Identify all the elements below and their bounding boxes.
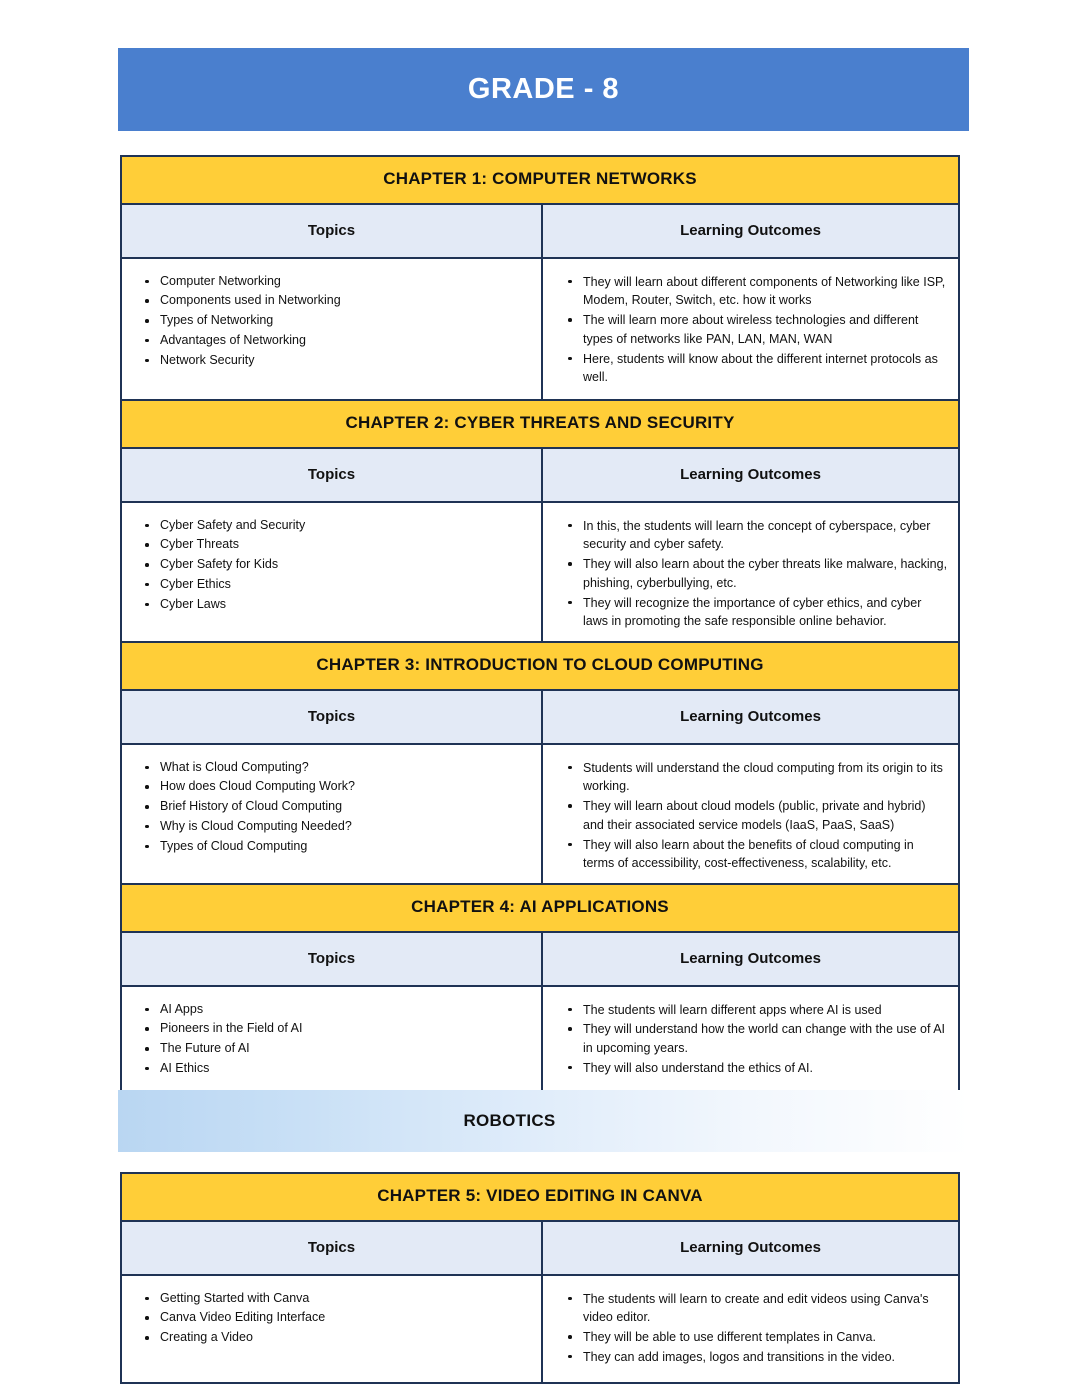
- list-item: Cyber Threats: [158, 536, 531, 554]
- outcomes-list-5: [549, 1290, 948, 1367]
- chapter-table-2: [120, 399, 960, 648]
- outcomes-list-4: [549, 1001, 948, 1078]
- chapter-title-5: CHAPTER 5: VIDEO EDITING IN CANVA: [122, 1174, 958, 1222]
- chapter-body-row-1: [122, 259, 958, 403]
- topics-list-4: [122, 1001, 531, 1078]
- outcomes-list-1: [549, 273, 948, 388]
- topics-list-3: [122, 759, 531, 856]
- column-header-row-1: [122, 205, 958, 259]
- chapter-table-3: [120, 641, 960, 890]
- topics-list-1: [122, 273, 531, 370]
- outcomes-cell-3: [543, 745, 958, 889]
- grade-banner-title: GRADE - 8: [467, 73, 620, 105]
- outcomes-cell-2: [543, 503, 958, 647]
- list-item: AI Ethics: [158, 1060, 531, 1078]
- list-item: Here, students will know about the different internet protocols as well.: [581, 350, 948, 388]
- list-item: Advantages of Networking: [158, 332, 531, 350]
- column-header-topics-1: Topics: [122, 205, 543, 257]
- grade-banner: [118, 48, 969, 131]
- robotics-banner-title: ROBOTICS: [463, 1111, 556, 1130]
- column-header-outcomes-1: Learning Outcomes: [680, 221, 821, 239]
- topics-cell-3: [122, 745, 543, 889]
- outcomes-cell-4: [543, 987, 958, 1094]
- column-header-row-4: [122, 933, 958, 987]
- column-header-topics-5: Topics: [122, 1222, 543, 1274]
- outcomes-list-2: [549, 517, 948, 632]
- list-item: Types of Networking: [158, 312, 531, 330]
- column-header-row-2: [122, 449, 958, 503]
- topics-list-2: [122, 517, 531, 614]
- topics-list-5: [122, 1290, 531, 1347]
- column-header-row-5: [122, 1222, 958, 1276]
- list-item: They will recognize the importance of cyber ethics, and cyber laws in promoting the safe responsible online behavior.: [581, 594, 948, 632]
- chapter-title-2: CHAPTER 2: CYBER THREATS AND SECURITY: [122, 401, 958, 449]
- list-item: Types of Cloud Computing: [158, 838, 531, 856]
- list-item: Pioneers in the Field of AI: [158, 1020, 531, 1038]
- list-item: Cyber Safety for Kids: [158, 556, 531, 574]
- list-item: Cyber Laws: [158, 596, 531, 614]
- list-item: They will also learn about the cyber threats like malware, hacking, phishing, cyberbullying, etc.: [581, 555, 948, 593]
- chapter-body-row-5: [122, 1276, 958, 1382]
- chapter-table-1: [120, 155, 960, 404]
- list-item: Computer Networking: [158, 273, 531, 291]
- list-item: Why is Cloud Computing Needed?: [158, 818, 531, 836]
- column-header-row-3: [122, 691, 958, 745]
- list-item: How does Cloud Computing Work?: [158, 778, 531, 796]
- chapter-title-3: CHAPTER 3: INTRODUCTION TO CLOUD COMPUTING: [122, 643, 958, 691]
- list-item: Brief History of Cloud Computing: [158, 798, 531, 816]
- chapter-body-row-3: [122, 745, 958, 889]
- chapter-body-row-2: [122, 503, 958, 647]
- outcomes-list-3: [549, 759, 948, 874]
- column-header-topics-4: Topics: [122, 933, 543, 985]
- column-header-outcomes-5: Learning Outcomes: [680, 1238, 821, 1256]
- list-item: They can add images, logos and transitions in the video.: [581, 1348, 948, 1367]
- list-item: AI Apps: [158, 1001, 531, 1019]
- chapter-table-5: [120, 1172, 960, 1384]
- topics-cell-1: [122, 259, 543, 403]
- list-item: Canva Video Editing Interface: [158, 1309, 531, 1327]
- column-header-topics-3: Topics: [122, 691, 543, 743]
- list-item: Cyber Ethics: [158, 576, 531, 594]
- list-item: The students will learn different apps where AI is used: [581, 1001, 948, 1020]
- chapter-body-row-4: [122, 987, 958, 1094]
- list-item: They will be able to use different templates in Canva.: [581, 1328, 948, 1347]
- topics-cell-2: [122, 503, 543, 647]
- list-item: Components used in Networking: [158, 292, 531, 310]
- list-item: The Future of AI: [158, 1040, 531, 1058]
- list-item: They will also understand the ethics of AI.: [581, 1059, 948, 1078]
- outcomes-cell-1: [543, 259, 958, 403]
- list-item: What is Cloud Computing?: [158, 759, 531, 777]
- topics-cell-5: [122, 1276, 543, 1382]
- list-item: They will also learn about the benefits of cloud computing in terms of accessibility, cost-effectiveness, scalability, etc.: [581, 836, 948, 874]
- list-item: Creating a Video: [158, 1329, 531, 1347]
- list-item: They will learn about different components of Networking like ISP, Modem, Router, Switch, etc. how it works: [581, 273, 948, 311]
- outcomes-cell-5: [543, 1276, 958, 1382]
- list-item: The will learn more about wireless technologies and different types of networks like PAN, LAN, MAN, WAN: [581, 311, 948, 349]
- chapter-title-4: CHAPTER 4: AI APPLICATIONS: [122, 885, 958, 933]
- column-header-outcomes-2: Learning Outcomes: [680, 465, 821, 483]
- list-item: They will understand how the world can change with the use of AI in upcoming years.: [581, 1020, 948, 1058]
- column-header-outcomes-4: Learning Outcomes: [680, 949, 821, 967]
- list-item: Getting Started with Canva: [158, 1290, 531, 1308]
- column-header-outcomes-3: Learning Outcomes: [680, 707, 821, 725]
- list-item: They will learn about cloud models (public, private and hybrid) and their associated service models (IaaS, PaaS, SaaS): [581, 797, 948, 835]
- list-item: Network Security: [158, 352, 531, 370]
- column-header-topics-2: Topics: [122, 449, 543, 501]
- topics-cell-4: [122, 987, 543, 1094]
- list-item: Cyber Safety and Security: [158, 517, 531, 535]
- list-item: Students will understand the cloud computing from its origin to its working.: [581, 759, 948, 797]
- chapter-title-1: CHAPTER 1: COMPUTER NETWORKS: [122, 157, 958, 205]
- list-item: The students will learn to create and edit videos using Canva's video editor.: [581, 1290, 948, 1328]
- robotics-banner: [118, 1090, 969, 1152]
- list-item: In this, the students will learn the concept of cyberspace, cyber security and cyber safety.: [581, 517, 948, 555]
- chapter-table-4: [120, 883, 960, 1096]
